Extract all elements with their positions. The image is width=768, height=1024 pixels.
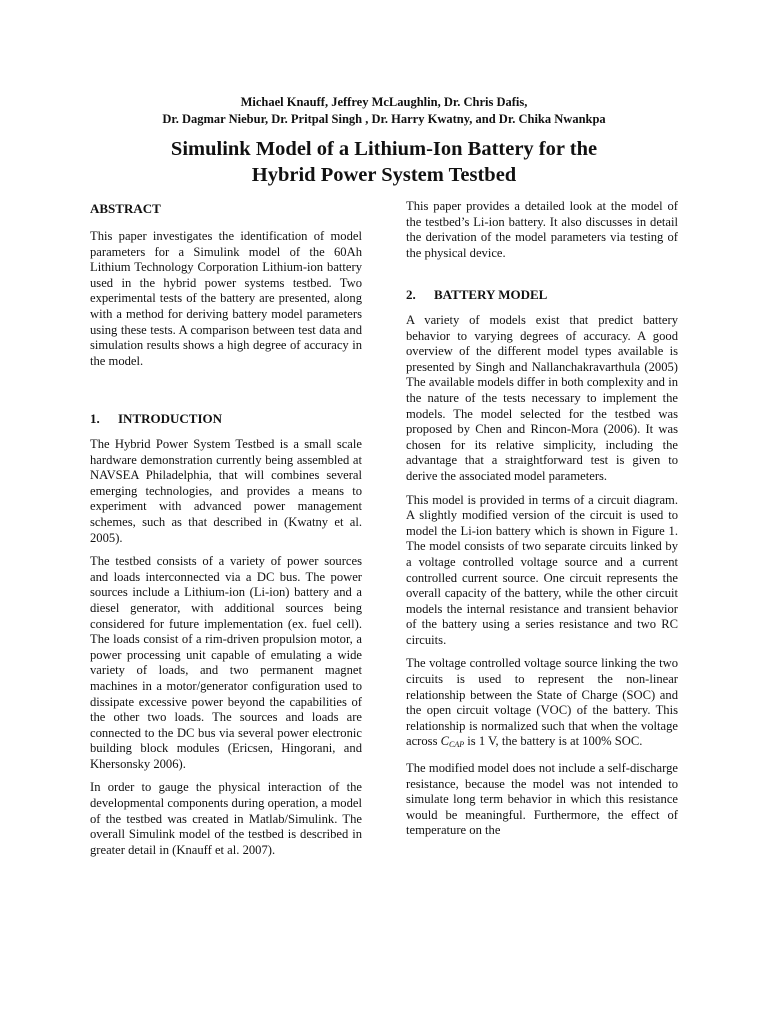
battery-model-heading [406,287,678,303]
section-number: 2. [406,287,416,302]
intro-paragraph-3: In order to gauge the physical interaction of the developmental components during operation, a model of the testbed was created in Matlab/Simulink. The overall Simulink model of the testbed is described in greater detail in (Knauff et al. 2007). [90,780,362,857]
battery-paragraph-3 [406,656,678,753]
introduction-heading [90,411,362,427]
author-list [0,94,768,128]
battery-paragraph-3-part-b: is 1 V, the battery is at 100% SOC. [464,734,643,749]
abstract-text: This paper investigates the identification of model parameters for a Simulink model of the 60Ah Lithium Technology Corporation Lithium-ion battery used in the hybrid power systems testbed. Two experimental tests of the battery are presented, along with a method for deriving battery model parameters using these tests. A comparison between test data and simulation results shows a high degree of accuracy in the model. [90,229,362,368]
battery-paragraph-2: This model is provided in terms of a circuit diagram. A slightly modified version of the circuit is used to model the Li-ion battery which is shown in Figure 1. The model consists of two separate circuits linked by a voltage controlled voltage source and a current controlled current source. One circuit represents the overall capacity of the battery, while the other circuit models the internal resistance and transient behavior of the battery using a series resistance and two RC circuits. [406,492,678,647]
paper-title [0,136,768,188]
author-line-1: Michael Knauff, Jeffrey McLaughlin, Dr. Chris Dafis, [240,95,528,109]
abstract-heading: ABSTRACT [90,201,161,216]
battery-paragraph-3-part-a: The voltage controlled voltage source linking the two circuits is used to represent the non-linear relationship between the State of Charge (SOC) and the open circuit voltage (VOC) of the battery. This relationship is normalized such that when the voltage across [406,656,678,749]
battery-paragraph-1: A variety of models exist that predict battery behavior to varying degrees of accuracy. A good overview of the different model types available is presented by Singh and Nallanchakravarthula (2005) The available models differ in both complexity and in the nature of the tests necessary to implement the models. The model selected for the testbed was proposed by Chen and Rincon-Mora (2006). It was chosen for its relative simplicity, including the advantage that a straightforward test is given to derive the associated model parameters. [406,313,678,483]
title-line-1: Simulink Model of a Lithium-Ion Battery for the [170,138,598,160]
section-title: BATTERY MODEL [434,287,548,302]
intro-paragraph-1: The Hybrid Power System Testbed is a small scale hardware demonstration currently being assembled at NAVSEA Philadelphia, that will combines several emerging technologies, and provides a means to experiment with advanced power management schemes, such as that described in (Kwatny et al. 2005). [90,437,362,545]
title-line-2: Hybrid Power System Testbed [251,164,517,186]
section-number: 1. [90,411,100,426]
author-line-2: Dr. Dagmar Niebur, Dr. Pritpal Singh , Dr. Harry Kwatny, and Dr. Chika Nwankpa [162,112,606,126]
battery-model-section [406,287,678,847]
capacitor-subscript: CAP [449,740,465,750]
battery-paragraph-4: The modified model does not include a self-discharge resistance, because the model was not intended to simulate long term behavior in which this resistance would be meaningful. Furthermore, the effect of temperature on the [406,761,678,838]
section-title: INTRODUCTION [118,411,223,426]
intro-paragraph-4: This paper provides a detailed look at the model of the testbed’s Li-ion battery. It also discusses in detail the derivation of the model parameters via testing of the physical device. [406,199,678,260]
intro-continuation [406,199,678,269]
intro-paragraph-2: The testbed consists of a variety of power sources and loads interconnected via a DC bus. The power sources include a Lithium-ion (Li-ion) battery and a diesel generator, with additional sources being considered for future implementation (ex. fuel cell). The loads consist of a rim-driven propulsion motor, a power processing unit capable of emulating a wide variety of loads, and two permanent magnet machines in a motor/generator configuration used to dissipate excessive power beyond the capabilities of the other two loads. The sources and loads are connected to the DC bus via several power electronic building block modules (Ericsen, Hingorani, and Khersonsky 2006). [90,554,362,771]
capacitor-symbol: C [440,734,450,749]
introduction-section [90,411,362,866]
abstract-section [90,201,362,377]
